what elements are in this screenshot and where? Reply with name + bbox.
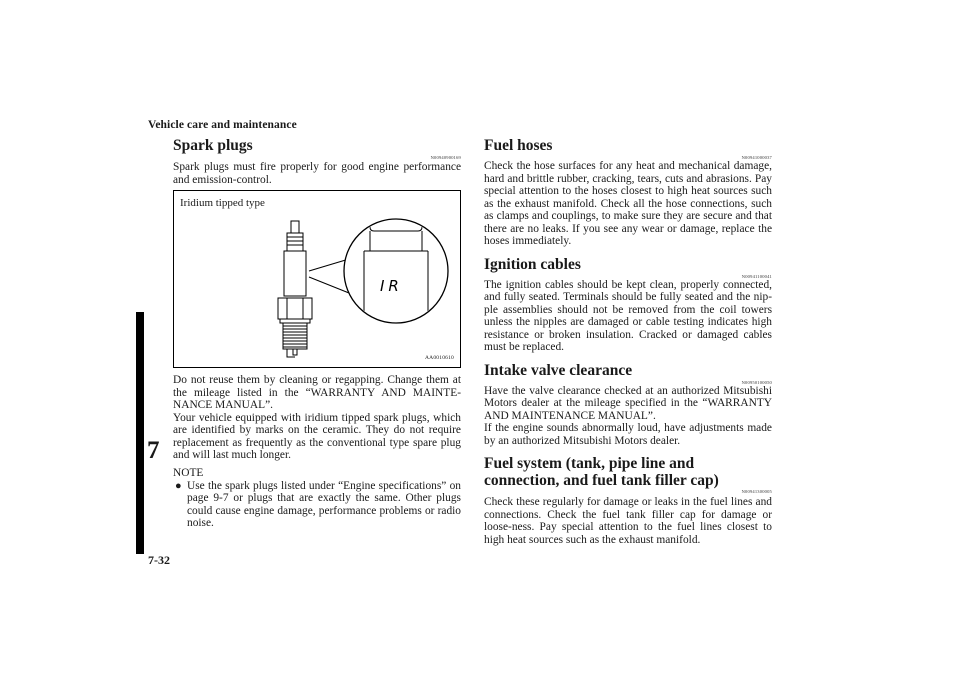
- iridium-marking: IR: [380, 277, 403, 295]
- heading-text: Fuel hoses: [484, 137, 553, 154]
- note-item: [173, 480, 461, 530]
- ignition-cables-text: The ignition cables should be kept clean, properly connected, and fully seated. Terminals should be fully seated and the nip-ple assemblies should not be removed from the coil towers unless the nipples are damaged or cable testing indicates high resistance or broken insulation. Cracked or damaged cables must be replaced.: [484, 278, 772, 353]
- section-heading: [484, 137, 772, 160]
- section-spark-plugs: [173, 137, 461, 530]
- page-header: Vehicle care and maintenance: [148, 119, 297, 131]
- page-number: 7-32: [148, 553, 170, 567]
- reference-code: N00941100041: [741, 273, 772, 279]
- right-column: [484, 137, 772, 546]
- fuel-hoses-text: Check the hose surfaces for any heat and mechanical damage, hard and brittle rubber, cracking, tears, cuts and abrasions. Pay special attention to the hoses closest to high heat sources such as the exhaust manifold. Check all the hose connections, such as clamps and couplings, to make sure they are secure and that there are no leaks. If you see any wear or damage, replace the hoses immediately.: [484, 160, 772, 247]
- intake-valve-text-1: Have the valve clearance checked at an authorized Mitsubishi Motors dealer at the mileage specified in the “WARRANTY AND MAINTENANCE MANUAL”.: [484, 384, 772, 422]
- reference-code: N00940900169: [430, 155, 461, 160]
- section-heading: [484, 455, 772, 489]
- figure-code: AA0010610: [425, 355, 454, 361]
- heading-text: Ignition cables: [484, 255, 581, 273]
- intake-valve-text-2: If the engine sounds abnormally loud, have adjustments made by an authorized Mitsubishi Motors dealer.: [484, 422, 772, 447]
- figure-label: Iridium tipped type: [180, 197, 265, 209]
- spark-plug-figure: [173, 190, 461, 368]
- section-ignition-cables: [484, 256, 772, 354]
- bullet-icon: ●: [175, 479, 182, 492]
- left-column: [173, 137, 461, 530]
- chapter-sidebar-bar: [136, 312, 144, 554]
- section-heading: [484, 255, 772, 279]
- fuel-system-text: Check these regularly for damage or leaks in the fuel lines and connections. Check the fuel tank filler cap for damage or loose-ness. Pay special attention to the fuel lines closest to high heat sources such as the exhaust manifold.: [484, 496, 772, 546]
- section-heading: [484, 361, 772, 385]
- section-intake-valve: [484, 362, 772, 448]
- heading-text: Intake valve clearance: [484, 361, 633, 379]
- chapter-tab-number: 7: [147, 437, 160, 464]
- section-fuel-hoses: [484, 137, 772, 248]
- spark-plug-illustration: [174, 191, 460, 367]
- reuse-paragraph: Do not reuse them by cleaning or regapping. Change them at the mileage listed in the “WARRANTY AND MAINTE-NANCE MANUAL”.: [173, 374, 461, 411]
- iridium-paragraph: Your vehicle equipped with iridium tipped spark plugs, which are identified by marks on the ceramic. They do not require replacement as frequently as the conventional type spare plug and will last much longer.: [173, 411, 461, 461]
- reference-code: N00950100050: [741, 379, 772, 385]
- section-heading: [173, 137, 461, 160]
- code-row: [484, 489, 772, 495]
- heading-text: Spark plugs: [173, 137, 253, 154]
- reference-code: N00941000037: [741, 155, 772, 160]
- note-label: NOTE: [173, 466, 204, 479]
- section-fuel-system: [484, 455, 772, 546]
- intro-paragraph: Spark plugs must fire properly for good engine performance and emission-control.: [173, 161, 461, 186]
- heading-text: Fuel system (tank, pipe line and connection, and fuel tank filler cap): [484, 455, 719, 489]
- reference-code: N00941300005: [741, 489, 772, 494]
- note-text: Use the spark plugs listed under “Engine specifications” on page 9-7 or plugs that are exactly the same. Other plugs could cause engine damage, performance problems or radio noise.: [187, 479, 461, 529]
